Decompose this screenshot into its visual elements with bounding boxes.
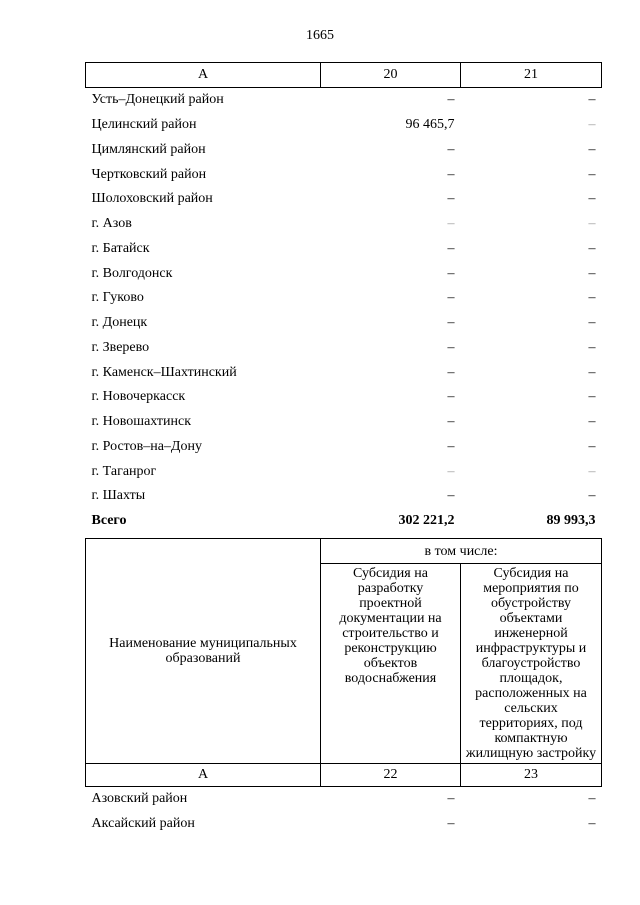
column-header-a: А [86, 63, 321, 88]
row-name: г. Донецк [91, 315, 148, 331]
column-header-22-text: Субсидия на разработку проектной документации на строительство и реконструкцию объектов водоснабжения [321, 564, 461, 764]
row-value-21: – [588, 166, 596, 182]
row-value-21: – [588, 438, 596, 454]
table-row [86, 484, 602, 509]
table-row [86, 237, 602, 262]
table-row [86, 435, 602, 460]
row-name: Шолоховский район [91, 191, 213, 207]
row-value-20: – [447, 191, 455, 207]
row-name: Усть–Донецкий район [91, 92, 224, 108]
row-value-21: – [588, 141, 596, 157]
total-label: Всего [91, 513, 127, 529]
row-value-20: – [447, 339, 455, 355]
row-value-20: – [447, 463, 455, 479]
row-value-21: – [588, 463, 596, 479]
table-row [86, 261, 602, 286]
row-value-23: – [588, 791, 596, 807]
row-value-20: – [447, 166, 455, 182]
row-name: г. Новочеркасск [91, 389, 186, 405]
row-value-20: – [447, 488, 455, 504]
row-name: Чертковский район [91, 166, 207, 182]
row-value-20: – [447, 240, 455, 256]
row-value-21: – [588, 92, 596, 108]
row-value-21: – [588, 414, 596, 430]
row-value-21: – [588, 240, 596, 256]
row-name: Азовский район [91, 791, 188, 807]
column-header-22: 22 [321, 764, 461, 787]
group-header: в том числе: [321, 539, 602, 564]
column-header-20: 20 [321, 63, 461, 88]
row-value-22: – [447, 816, 455, 832]
column-header-21: 21 [461, 63, 602, 88]
column-header-a: А [86, 764, 321, 787]
table-row [86, 162, 602, 187]
column-header-23: 23 [461, 764, 602, 787]
row-value-20: – [447, 414, 455, 430]
top-table [85, 62, 602, 534]
row-value-21: – [588, 339, 596, 355]
row-value-21: – [588, 488, 596, 504]
row-value-21: – [588, 364, 596, 380]
row-value-20: – [447, 265, 455, 281]
page-number: 1665 [306, 28, 334, 43]
row-value-21: – [588, 389, 596, 405]
row-name: г. Азов [91, 216, 132, 232]
table-row [86, 410, 602, 435]
name-column-header: Наименование муниципальных образований [86, 539, 321, 764]
row-name: г. Зверево [91, 339, 150, 355]
row-name: г. Батайск [91, 240, 150, 256]
row-name: г. Таганрог [91, 463, 157, 479]
row-value-21: – [588, 265, 596, 281]
row-name: г. Новошахтинск [91, 414, 192, 430]
row-value-20: – [447, 438, 455, 454]
row-value-20: – [447, 141, 455, 157]
row-value-21: – [588, 191, 596, 207]
table-row [86, 286, 602, 311]
column-header-row [86, 63, 602, 88]
table-row [86, 360, 602, 385]
table-row [86, 113, 602, 138]
row-name: г. Волгодонск [91, 265, 173, 281]
row-value-20: 96 465,7 [405, 117, 455, 133]
row-name: Аксайский район [91, 816, 195, 832]
table-row [86, 187, 602, 212]
table-row [86, 212, 602, 237]
row-value-21: – [588, 216, 596, 232]
table-row [86, 88, 602, 113]
total-value-20: 302 221,2 [398, 513, 455, 529]
row-value-22: – [447, 791, 455, 807]
row-value-20: – [447, 216, 455, 232]
table-row [86, 138, 602, 163]
row-value-20: – [447, 389, 455, 405]
row-value-20: – [447, 315, 455, 331]
row-value-20: – [447, 92, 455, 108]
row-name: г. Каменск–Шахтинский [91, 364, 237, 380]
column-number-row [86, 764, 602, 787]
row-value-23: – [588, 816, 596, 832]
total-row [86, 509, 602, 534]
table-row [86, 459, 602, 484]
row-name: г. Шахты [91, 488, 146, 504]
row-value-21: – [588, 315, 596, 331]
column-header-23-text: Субсидия на мероприятия по обустройству объектами инженерной инфраструктуры и благоустройство площадок, расположенных на сельских территориях, под компактную жилищную застройку [461, 564, 602, 764]
table-row [86, 336, 602, 361]
row-value-21: – [588, 117, 596, 133]
bottom-table [85, 538, 602, 837]
table-row [86, 311, 602, 336]
row-name: г. Гуково [91, 290, 144, 306]
row-name: Целинский район [91, 117, 197, 133]
table-row [86, 385, 602, 410]
total-value-21: 89 993,3 [546, 513, 596, 529]
table-row [86, 812, 602, 837]
table-row [86, 787, 602, 812]
row-name: Цимлянский район [91, 141, 206, 157]
row-name: г. Ростов–на–Дону [91, 438, 202, 454]
row-value-21: – [588, 290, 596, 306]
row-value-20: – [447, 290, 455, 306]
row-value-20: – [447, 364, 455, 380]
